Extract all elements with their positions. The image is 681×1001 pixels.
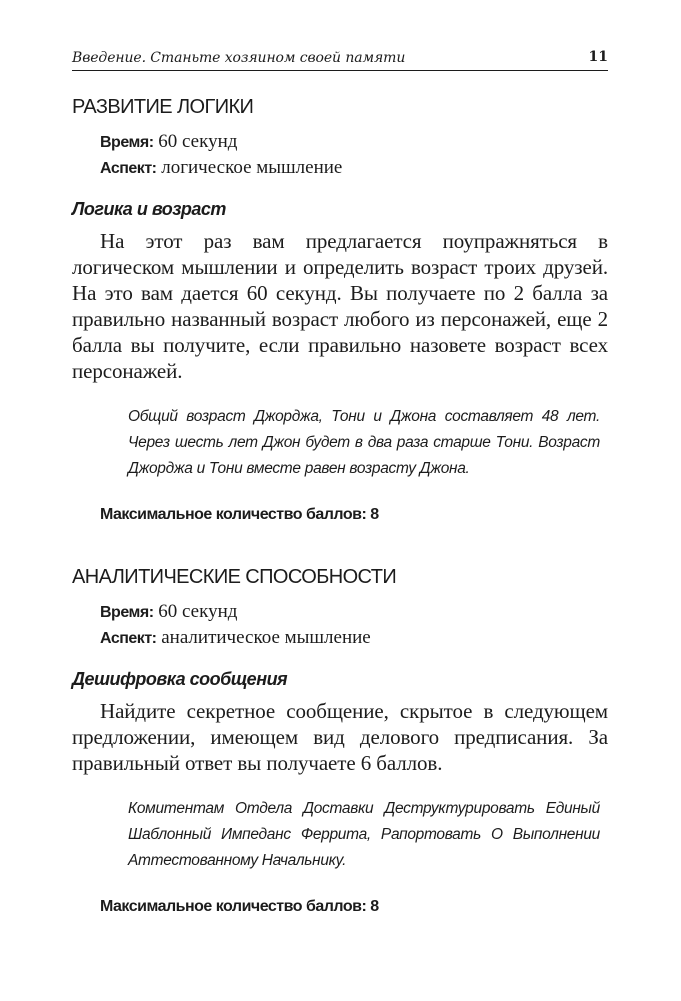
time-value: 60 секунд [158, 131, 238, 152]
section-heading: АНАЛИТИЧЕСКИЕ СПОСОБНОСТИ [72, 566, 397, 588]
meta-block [72, 599, 608, 651]
aspect-value: аналитическое мышление [161, 627, 371, 648]
puzzle-text: Комитентам Отдела Доставки Деструктурировать Единый Шаблонный Импеданс Феррита, Рапортовать О Выполнении Аттестованному Начальнику. [128, 800, 600, 869]
max-score [72, 506, 608, 524]
time-line [100, 129, 608, 155]
exercise-title: Дешифровка сообщения [72, 669, 288, 689]
page-number: 11 [588, 49, 608, 65]
aspect-colon: : [151, 630, 157, 647]
aspect-label: Аспект [100, 630, 152, 647]
aspect-line [100, 625, 608, 651]
meta-block [72, 129, 608, 181]
section-logic [72, 96, 608, 524]
aspect-colon: : [151, 160, 157, 177]
time-label: Время [100, 604, 149, 621]
max-score-value: 8 [370, 898, 379, 915]
aspect-label: Аспект [100, 160, 152, 177]
exercise-title: Логика и возраст [72, 199, 226, 219]
max-score [72, 898, 608, 916]
section-heading: РАЗВИТИЕ ЛОГИКИ [72, 96, 254, 118]
max-score-label: Максимальное количество баллов: [100, 506, 367, 523]
time-label: Время [100, 134, 149, 151]
exercise-instructions: Найдите секретное сообщение, скрытое в следующем предложении, имеющем вид делового предписания. За правильный ответ вы получаете 6 баллов. [72, 699, 608, 775]
max-score-label: Максимальное количество баллов: [100, 898, 367, 915]
time-line [100, 599, 608, 625]
section-analytics [72, 566, 608, 916]
puzzle-text: Общий возраст Джорджа, Тони и Джона составляет 48 лет. Через шесть лет Джон будет в два раза старше Тони. Возраст Джорджа и Тони вместе равен возрасту Джона. [128, 408, 600, 477]
max-score-value: 8 [370, 506, 379, 523]
aspect-value: логическое мышление [161, 157, 343, 178]
exercise-instructions: На этот раз вам предлагается поупражняться в логическом мышлении и определить возраст троих друзей. На это вам дается 60 секунд. Вы получаете по 2 балла за правильно названный возраст любого из персонажей, еще 2 балла вы получите, если правильно назовете возраст всех персонажей. [72, 229, 608, 383]
running-title: Введение. Станьте хозяином своей памяти [72, 50, 406, 66]
time-value: 60 секунд [158, 601, 238, 622]
time-colon: : [148, 134, 154, 151]
time-colon: : [148, 604, 154, 621]
aspect-line [100, 155, 608, 181]
running-header [72, 48, 608, 71]
